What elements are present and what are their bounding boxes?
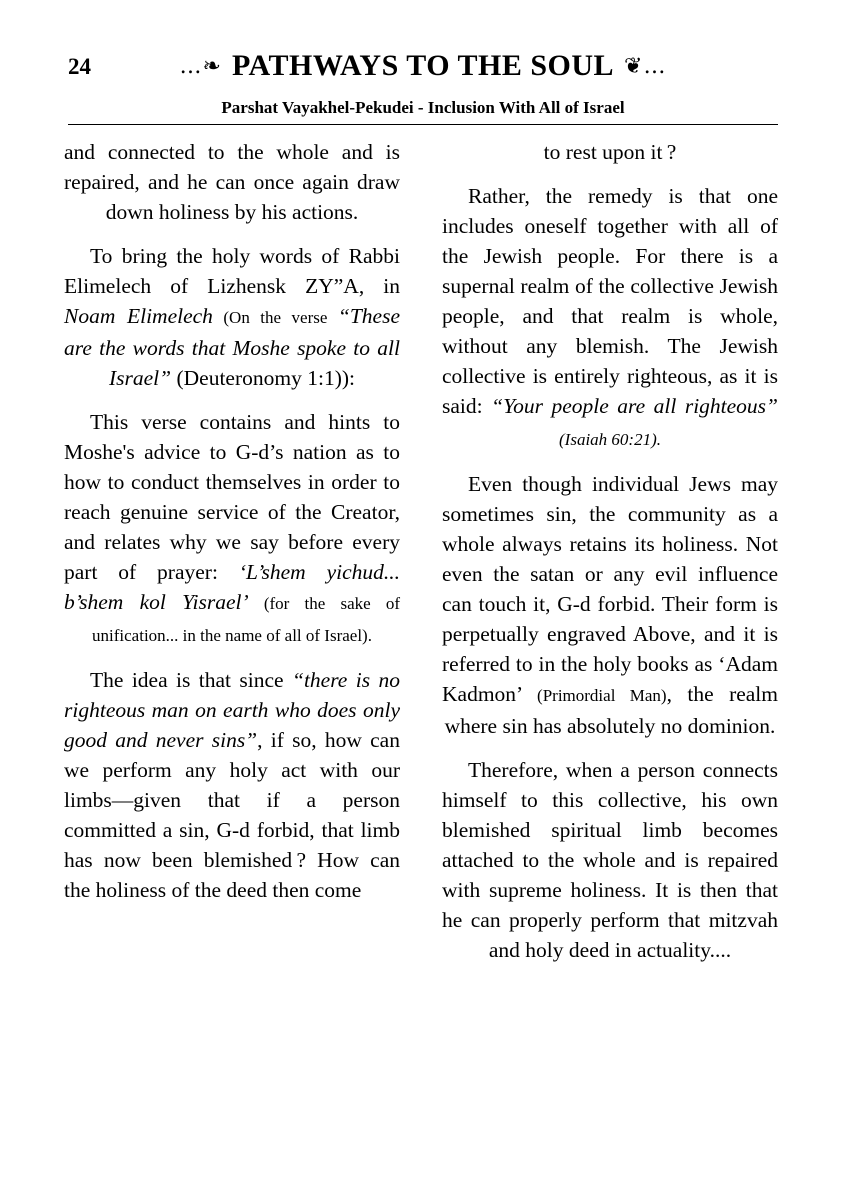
paragraph (64, 137, 400, 227)
header-title-row (64, 44, 782, 88)
paragraph (442, 755, 778, 965)
paragraph-text: , if so, how can we perform any holy act with our limbs—given that if a person committed a sin, G‑d forbid, that limb has now been blemished ? How can the holiness of the deed then come (64, 728, 400, 902)
source-reference: (Isaiah 60:21). (559, 430, 661, 449)
ornament-left-icon: …❧ (179, 53, 222, 79)
paragraph (442, 137, 778, 167)
verse-quote: “These are the words that Moshe spoke to all Israel” (64, 304, 400, 390)
book-title: PATHWAYS TO THE SOUL (231, 49, 615, 82)
page-header (64, 44, 782, 88)
paragraph-text: The idea is that since (90, 668, 292, 692)
paragraph-text: , the realm where sin has absolutely no dominion. (444, 682, 779, 738)
paragraph (64, 407, 400, 651)
body-columns (64, 137, 782, 979)
paragraph-note: (On the verse (212, 308, 338, 327)
page-number: 24 (68, 54, 91, 79)
paragraph-text: This verse contains and hints to Moshe's advice to G‑d’s nation as to how to conduct themselves in order to reach genuine service of the Creator, and relates why we say before every part of prayer: (64, 410, 400, 584)
source-reference: (Deuteronomy 1:1)): (171, 366, 356, 390)
ornament-right-icon: ❦… (624, 53, 667, 79)
paragraph-text: and connected to the whole and is repaired, and he can once again draw down holiness by his actions. (64, 140, 400, 224)
parsha-subtitle: Parshat Vayakhel-Pekudei - Inclusion With All of Israel (221, 98, 625, 117)
paragraph (64, 665, 400, 905)
paragraph-text: To bring the holy words of Rabbi Elimelech of Lizhensk ZY”A, in (64, 244, 400, 298)
book-citation: Noam Elimelech (64, 304, 213, 328)
translation-note: (for the sake of unification... in the name of all of Israel). (92, 594, 400, 645)
hebrew-phrase: ‘L’shem yichud... b’shem kol Yisrael’ (64, 560, 401, 614)
paragraph (442, 181, 778, 455)
translation-note: (Primordial Man) (537, 686, 667, 705)
paragraph (64, 241, 400, 393)
paragraph-text: Rather, the remedy is that one includes oneself together with all of the Jewish people. For there is a supernal realm of the collective Jewish people, and that realm is whole, without any blemish. The Jewish collective is entirely righteous, as it is said: (442, 184, 778, 418)
paragraph-text: Therefore, when a person connects himself to this collective, his own blemished spiritual limb becomes attached to the whole and is repaired with supreme holiness. It is then that he can properly perform that mitzvah and holy deed in actuality.... (442, 758, 778, 962)
header-divider (68, 124, 778, 125)
paragraph (442, 469, 778, 741)
paragraph-text: Even though individual Jews may sometimes sin, the community as a whole always retains its holiness. Not even the satan or any evil influence can touch it, G‑d forbid. Their form is perpetually engraved Above, and it is referred to in the holy books as ‘Adam Kadmon’ (442, 472, 778, 706)
verse-quote: “Your people are all righteous” (491, 394, 779, 418)
paragraph-text: to rest upon it ? (543, 140, 677, 164)
right-column (442, 137, 778, 979)
left-column (64, 137, 400, 919)
verse-quote: “there is no righteous man on earth who does only good and never sins” (64, 668, 400, 752)
